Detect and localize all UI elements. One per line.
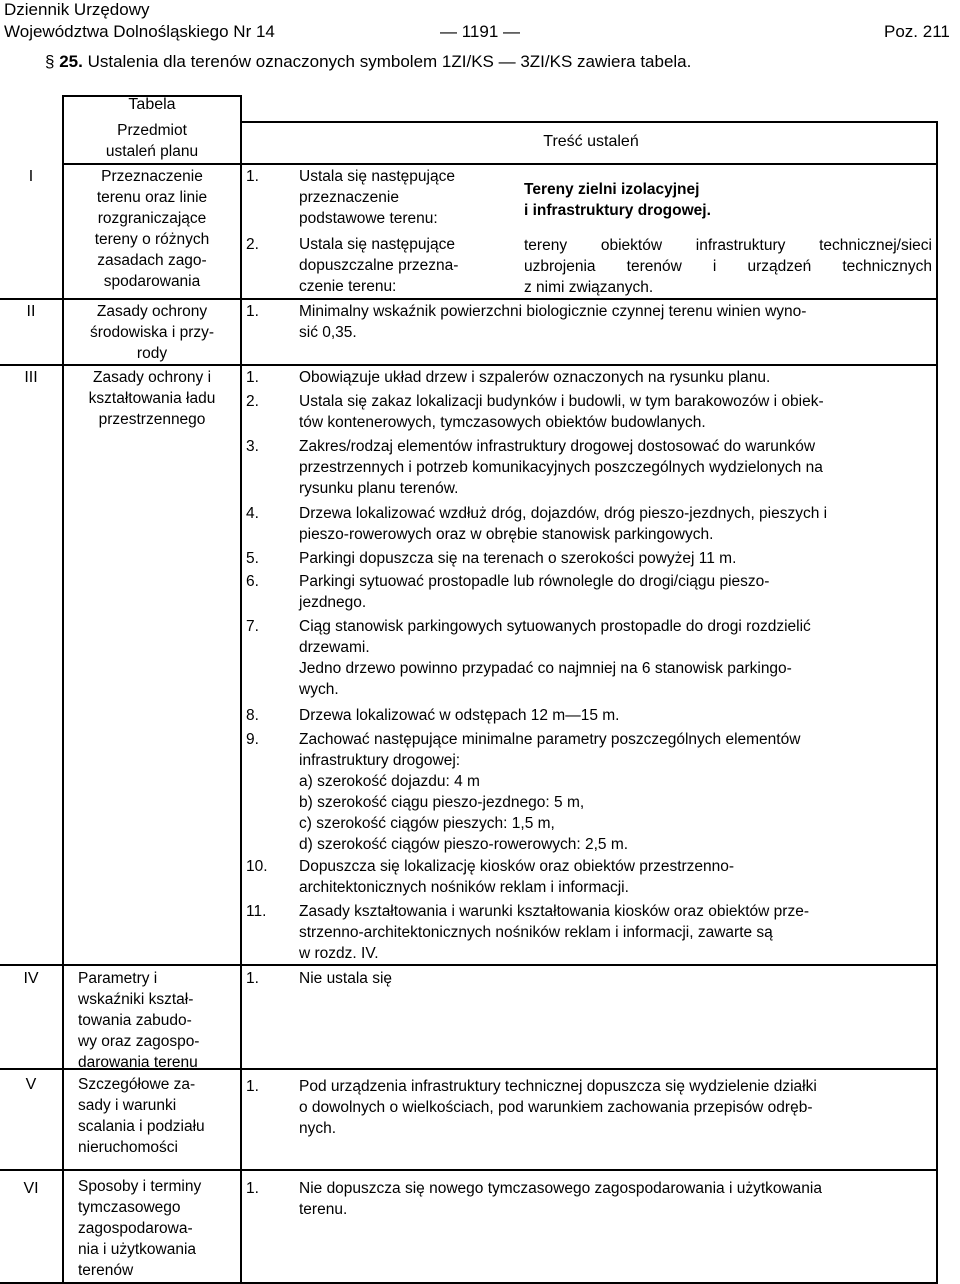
- text-line: Sposoby i terminy: [78, 1178, 202, 1195]
- section-number: 25.: [59, 52, 83, 71]
- text-line: Ustala się następujące: [299, 168, 455, 185]
- text-line: c) szerokość ciągów pieszych: 1,5 m,: [299, 815, 555, 832]
- text-line: sić 0,35.: [299, 324, 357, 341]
- text-line: Ustala się zakaz lokalizacji budynków i budowli, w tym barakowozów i obiek-: [299, 393, 824, 410]
- text-line: przeznaczenie: [299, 189, 399, 206]
- row-number: I: [28, 168, 34, 185]
- text-line: rody: [136, 345, 168, 362]
- divider: [240, 95, 242, 1284]
- text-line: przestrzennego: [98, 411, 206, 428]
- text-line: Zasady ochrony i: [92, 369, 212, 386]
- text-line: Drzewa lokalizować w odstępach 12 m—15 m.: [299, 707, 620, 724]
- column-header-subject: [66, 120, 238, 162]
- text-line: terenu oraz linie: [96, 189, 208, 206]
- list-item: [246, 436, 936, 499]
- text-line: scalania i podziału: [78, 1118, 205, 1135]
- journal-title: Dziennik Urzędowy: [4, 0, 150, 19]
- divider: [0, 364, 938, 366]
- text-line: tereny o różnych: [94, 231, 210, 248]
- text-line: pieszo-rowerowych oraz w obrębie stanowisk parkingowych.: [299, 526, 714, 543]
- list-item: [246, 391, 936, 433]
- text-line: terenu.: [299, 1201, 348, 1218]
- section-heading: [45, 52, 691, 72]
- text-line: tów kontenerowych, tymczasowych obiektów budowlanych.: [299, 414, 706, 431]
- text-line: 8.: [246, 707, 259, 724]
- position-number: Poz. 211: [884, 22, 950, 41]
- text-line: 1.: [246, 168, 259, 185]
- text-line: przestrzennych i potrzeb komunikacyjnych poszczególnych wydzielonych na: [299, 459, 823, 476]
- sub-list: [299, 771, 936, 855]
- text-line: Pod urządzenia infrastruktury technicznej dopuszcza się wydzielenie działki: [299, 1078, 817, 1095]
- text-line: nia i użytkowania: [78, 1241, 197, 1258]
- row-number: VI: [23, 1180, 39, 1197]
- text-line: Parkingi sytuować prostopadle lub równolegle do drogi/ciągu pieszo-: [299, 573, 770, 590]
- text-line: terenów: [78, 1262, 134, 1279]
- word: i: [712, 258, 717, 275]
- list-item: [246, 503, 936, 545]
- text-line: i infrastruktury drogowej.: [524, 202, 711, 219]
- list-item: [246, 367, 936, 388]
- text-line: architektonicznych nośników reklam i informacji.: [299, 879, 629, 896]
- text-line: Parametry i: [78, 970, 158, 987]
- text-line: Ustala się następujące: [299, 236, 455, 253]
- text-line: w rozdz. IV.: [299, 945, 379, 962]
- text-line: 1.: [246, 970, 259, 987]
- divider: [62, 95, 64, 1284]
- text-line: Zakres/rodzaj elementów infrastruktury drogowej dostosować do warunków: [299, 438, 816, 455]
- text-line: Nie dopuszcza się nowego tymczasowego zagospodarowania i użytkowania: [299, 1180, 822, 1197]
- list-item: [246, 166, 486, 229]
- text-line: wy oraz zagospo-: [78, 1033, 200, 1050]
- text-line: Drzewa lokalizować wzdłuż dróg, dojazdów, dróg pieszo-jezdnych, pieszych i: [299, 505, 828, 522]
- text-line: Nie ustala się: [299, 970, 393, 987]
- text-line: 6.: [246, 573, 259, 590]
- text-line: Dopuszcza się lokalizację kiosków oraz obiektów przestrzenno-: [299, 858, 735, 875]
- list-item: [246, 856, 936, 898]
- list-item: [246, 548, 936, 569]
- text-line: Zachować następujące minimalne parametry poszczególnych elementów: [299, 731, 801, 748]
- list-item: [246, 705, 936, 726]
- text-line: Minimalny wskaźnik powierzchni biologicznie czynnej terenu winien wyno-: [299, 303, 807, 320]
- text-line: ustaleń planu: [105, 143, 199, 160]
- list-item: [246, 729, 936, 855]
- word: tereny: [524, 237, 568, 254]
- text-line: Szczegółowe za-: [78, 1076, 196, 1093]
- row-subject: [66, 367, 238, 430]
- text-line: nieruchomości: [78, 1139, 178, 1156]
- divider: [240, 121, 938, 123]
- land-use-primary: [524, 179, 932, 221]
- text-line: towania zabudo-: [78, 1012, 192, 1029]
- text-line: zagospodarowa-: [78, 1220, 193, 1237]
- word: infrastruktury: [695, 237, 786, 254]
- text-line: 9.: [246, 731, 259, 748]
- text-line: d) szerokość ciągów pieszo-rowerowych: 2,5 m.: [299, 836, 629, 853]
- row-number: IV: [23, 970, 39, 987]
- page-number: — 1191 —: [440, 22, 521, 41]
- text-line: o dowolnych o wielkościach, pod warunkiem zachowania przepisów odręb-: [299, 1099, 813, 1116]
- text-line: zasadach zago-: [97, 252, 207, 269]
- text-line: infrastruktury drogowej:: [299, 752, 461, 769]
- text-line: Zasady ochrony: [96, 303, 208, 320]
- text-line: Zasady kształtowania i warunki kształtowania kiosków oraz obiektów prze-: [299, 903, 809, 920]
- row-number: III: [24, 369, 38, 386]
- text-line: Ciąg stanowisk parkingowych sytuowanych prostopadle do drogi rozdzielić: [299, 618, 811, 635]
- row-subject: [78, 1074, 238, 1158]
- list-item: [246, 901, 936, 964]
- list-item: [246, 234, 486, 297]
- text-line: 1.: [246, 369, 259, 386]
- divider: [0, 298, 938, 300]
- text-line: spodarowania: [103, 273, 201, 290]
- text-line: tymczasowego: [78, 1199, 181, 1216]
- word: technicznej/sieci: [819, 237, 932, 254]
- section-text: Ustalenia dla terenów oznaczonych symbolem 1ZI/KS — 3ZI/KS zawiera tabela.: [87, 52, 692, 71]
- text-line: wych.: [299, 681, 339, 698]
- text-line: Przedmiot: [117, 122, 187, 139]
- word: urządzeń: [747, 258, 812, 275]
- text-line: 4.: [246, 505, 259, 522]
- row-number: V: [25, 1076, 37, 1093]
- divider: [0, 1169, 938, 1171]
- text-line: z nimi związanych.: [524, 279, 654, 296]
- list-item: [246, 301, 936, 343]
- text-line: 1.: [246, 303, 259, 320]
- text-line: 5.: [246, 550, 259, 567]
- text-line: a) szerokość dojazdu: 4 m: [299, 773, 480, 790]
- list-item: [246, 968, 936, 989]
- table-label: Tabela: [128, 96, 176, 113]
- text-line: dopuszczalne przezna-: [299, 257, 459, 274]
- list-item: [246, 1178, 936, 1220]
- land-use-permitted: [524, 235, 932, 298]
- text-line: podstawowe terenu:: [299, 210, 438, 227]
- text-line: kształtowania ładu: [88, 390, 216, 407]
- row-number: II: [26, 303, 36, 320]
- text-line: Obowiązuje układ drzew i szpalerów oznaczonych na rysunku planu.: [299, 369, 771, 386]
- row-subject: [78, 1176, 238, 1281]
- text-line: jezdnego.: [299, 594, 367, 611]
- column-header-content: Treść ustaleń: [543, 133, 639, 150]
- text-line: 7.: [246, 618, 259, 635]
- row-subject: [66, 301, 238, 364]
- text-line: 2.: [246, 236, 259, 253]
- row-subject: [66, 166, 238, 292]
- text-line: środowiska i przy-: [89, 324, 215, 341]
- list-item: [246, 571, 936, 613]
- text-line: 2.: [246, 393, 259, 410]
- word: terenów: [626, 258, 682, 275]
- text-line: 3.: [246, 438, 259, 455]
- text-line: 10.: [246, 858, 268, 875]
- divider: [0, 1282, 938, 1284]
- text-line: rozgraniczające: [97, 210, 207, 227]
- text-line: rysunku planu terenów.: [299, 480, 459, 497]
- journal-subtitle: Województwa Dolnośląskiego Nr 14: [4, 22, 275, 41]
- word: uzbrojenia: [524, 258, 596, 275]
- text-line: 11.: [246, 903, 267, 920]
- text-line: drzewami.: [299, 639, 370, 656]
- text-line: sady i warunki: [78, 1097, 177, 1114]
- text-line: wskaźniki kształ-: [78, 991, 194, 1008]
- text-line: Przeznaczenie: [101, 168, 203, 185]
- section-symbol: §: [45, 52, 55, 71]
- divider: [0, 964, 938, 966]
- text-line: strzenno-architektonicznych nośników reklam i informacji, zawarte są: [299, 924, 773, 941]
- text-line: 1.: [246, 1078, 259, 1095]
- word: technicznych: [842, 258, 932, 275]
- text-line: b) szerokość ciągu pieszo-jezdnego: 5 m,: [299, 794, 585, 811]
- divider: [62, 163, 938, 165]
- row-subject: [78, 968, 238, 1073]
- text-line: nych.: [299, 1120, 337, 1137]
- text-line: darowania terenu: [78, 1054, 198, 1071]
- word: obiektów: [600, 237, 663, 254]
- text-line: 1.: [246, 1180, 259, 1197]
- list-item: [246, 1076, 936, 1139]
- list-item: [246, 616, 936, 700]
- text-line: Tereny zielni izolacyjnej: [524, 181, 700, 198]
- text-line: czenie terenu:: [299, 278, 397, 295]
- divider: [936, 121, 938, 1284]
- text-line: Jedno drzewo powinno przypadać co najmniej na 6 stanowisk parkingo-: [299, 660, 792, 677]
- text-line: Parkingi dopuszcza się na terenach o szerokości powyżej 11 m.: [299, 550, 737, 567]
